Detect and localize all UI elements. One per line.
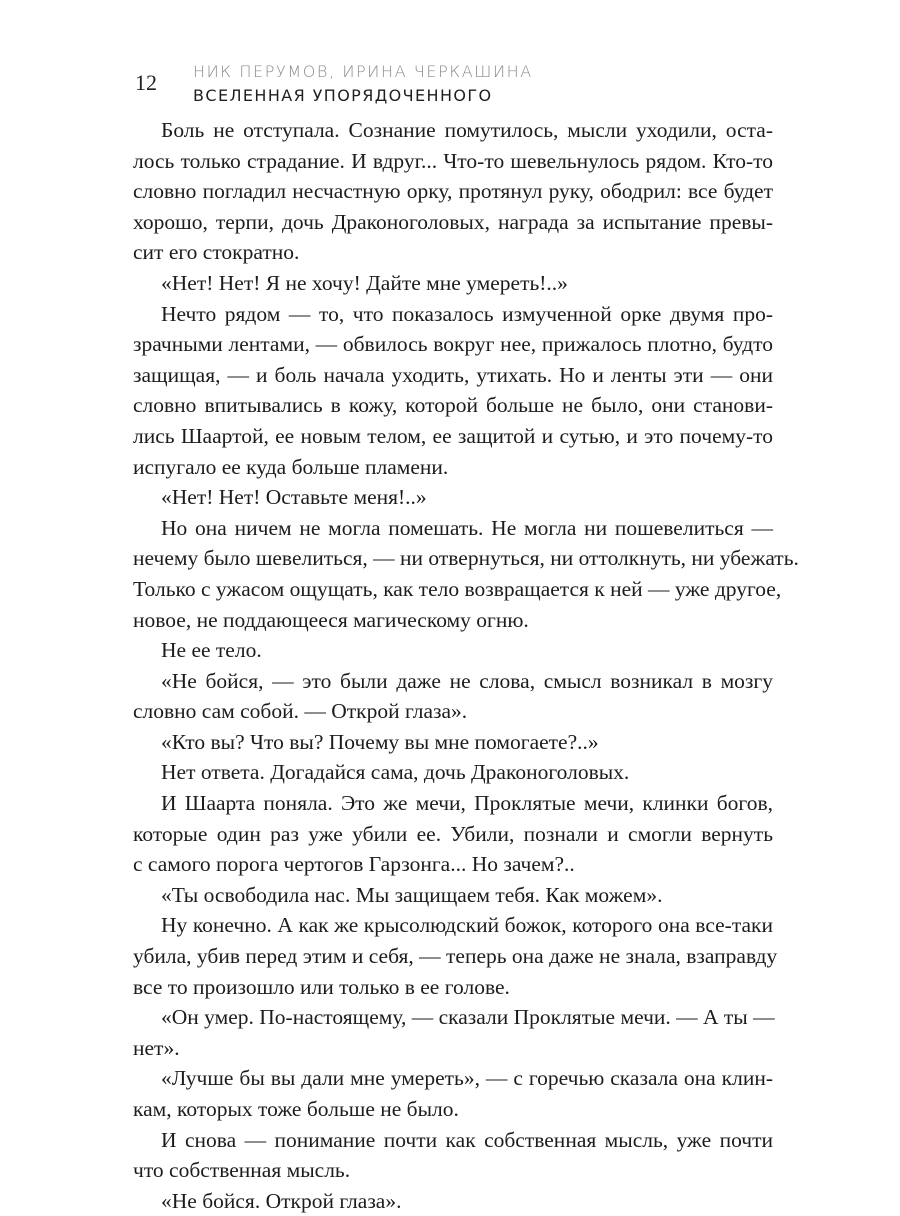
text-line: Нет ответа. Догадайся сама, дочь Драконоголовых. (161, 760, 630, 785)
text-line: Боль не отступала. Сознание помутилось, мысли уходили, оста- (161, 118, 773, 142)
text-line: «Не бойся. Открой глаза». (161, 1188, 402, 1213)
text-line: лось только страдание. И вдруг... Что-то шевельнулось рядом. Кто-то (133, 148, 773, 173)
text-line: защищая, — и боль начала уходить, утихать. Но и ленты эти — они (133, 362, 773, 387)
text-line: «Не бойся, — это были даже не слова, смысл возникал в мозгу (161, 668, 773, 693)
text-line: «Кто вы? Что вы? Почему вы мне помогаете?..» (161, 729, 599, 754)
text-line: «Нет! Нет! Я не хочу! Дайте мне умереть!..» (161, 270, 568, 295)
text-line: словно сам собой. — Открой глаза». (133, 699, 468, 724)
text-line: нет». (133, 1035, 180, 1060)
page-number: 12 (135, 70, 157, 95)
text-line: Но она ничем не могла помешать. Не могла ни пошевелиться — (161, 515, 773, 540)
text-line: И Шаарта поняла. Это же мечи, Проклятые мечи, клинки богов, (161, 791, 773, 816)
text-line: Только с ужасом ощущать, как тело возвращается к ней — уже другое, (133, 576, 782, 601)
text-line: сит его стократно. (133, 240, 300, 265)
text-line: «Ты освободила нас. Мы защищаем тебя. Как можем». (161, 882, 663, 907)
running-head (193, 60, 533, 108)
text-line: «Лучше бы вы дали мне умереть», — с горечью сказала она клин- (161, 1066, 773, 1091)
running-head-authors: НИК ПЕРУМОВ, ИРИНА ЧЕРКАШИНА (193, 62, 533, 81)
text-line: все то произошло или только в ее голове. (133, 974, 510, 999)
text-line: которые один раз уже убили ее. Убили, познали и смогли вернуть (133, 821, 773, 846)
text-line: хорошо, терпи, дочь Драконоголовых, награда за испытание превы- (133, 209, 773, 234)
text-line: лись Шаартой, ее новым телом, ее защитой и сутью, и это почему-то (133, 423, 773, 448)
text-line: Ну конечно. А как же крысолюдский божок, которого она все-таки (161, 913, 773, 938)
body-text (133, 115, 799, 1216)
text-line: кам, которых тоже больше не было. (133, 1097, 459, 1121)
text-line: новое, не поддающееся магическому огню. (133, 607, 529, 632)
text-line: с самого порога чертогов Гарзонга... Но зачем?.. (133, 852, 575, 877)
text-line: «Он умер. По-настоящему, — сказали Проклятые мечи. — А ты — (161, 1005, 775, 1030)
running-head-book-title: ВСЕЛЕННАЯ УПОРЯДОЧЕННОГО (193, 86, 493, 105)
text-line: что собственная мысль. (133, 1158, 351, 1183)
text-line: испугало ее куда больше пламени. (133, 454, 449, 479)
text-line: словно погладил несчастную орку, протянул руку, ободрил: все будет (133, 179, 773, 204)
text-line: И снова — понимание почти как собственная мысль, уже почти (161, 1127, 773, 1152)
text-line: зрачными лентами, — обвилось вокруг нее, прижалось плотно, будто (133, 332, 773, 357)
text-line: нечему было шевелиться, — ни отвернуться, ни оттолкнуть, ни убежать. (133, 546, 799, 571)
text-line: «Нет! Нет! Оставьте меня!..» (161, 485, 427, 510)
text-line: Нечто рядом — то, что показалось измученной орке двумя про- (161, 301, 773, 326)
text-line: Не ее тело. (161, 638, 262, 663)
text-line: убила, убив перед этим и себя, — теперь она даже не знала, взаправду (133, 944, 778, 969)
text-line: словно впитывались в кожу, которой больше не было, они станови- (133, 393, 773, 418)
